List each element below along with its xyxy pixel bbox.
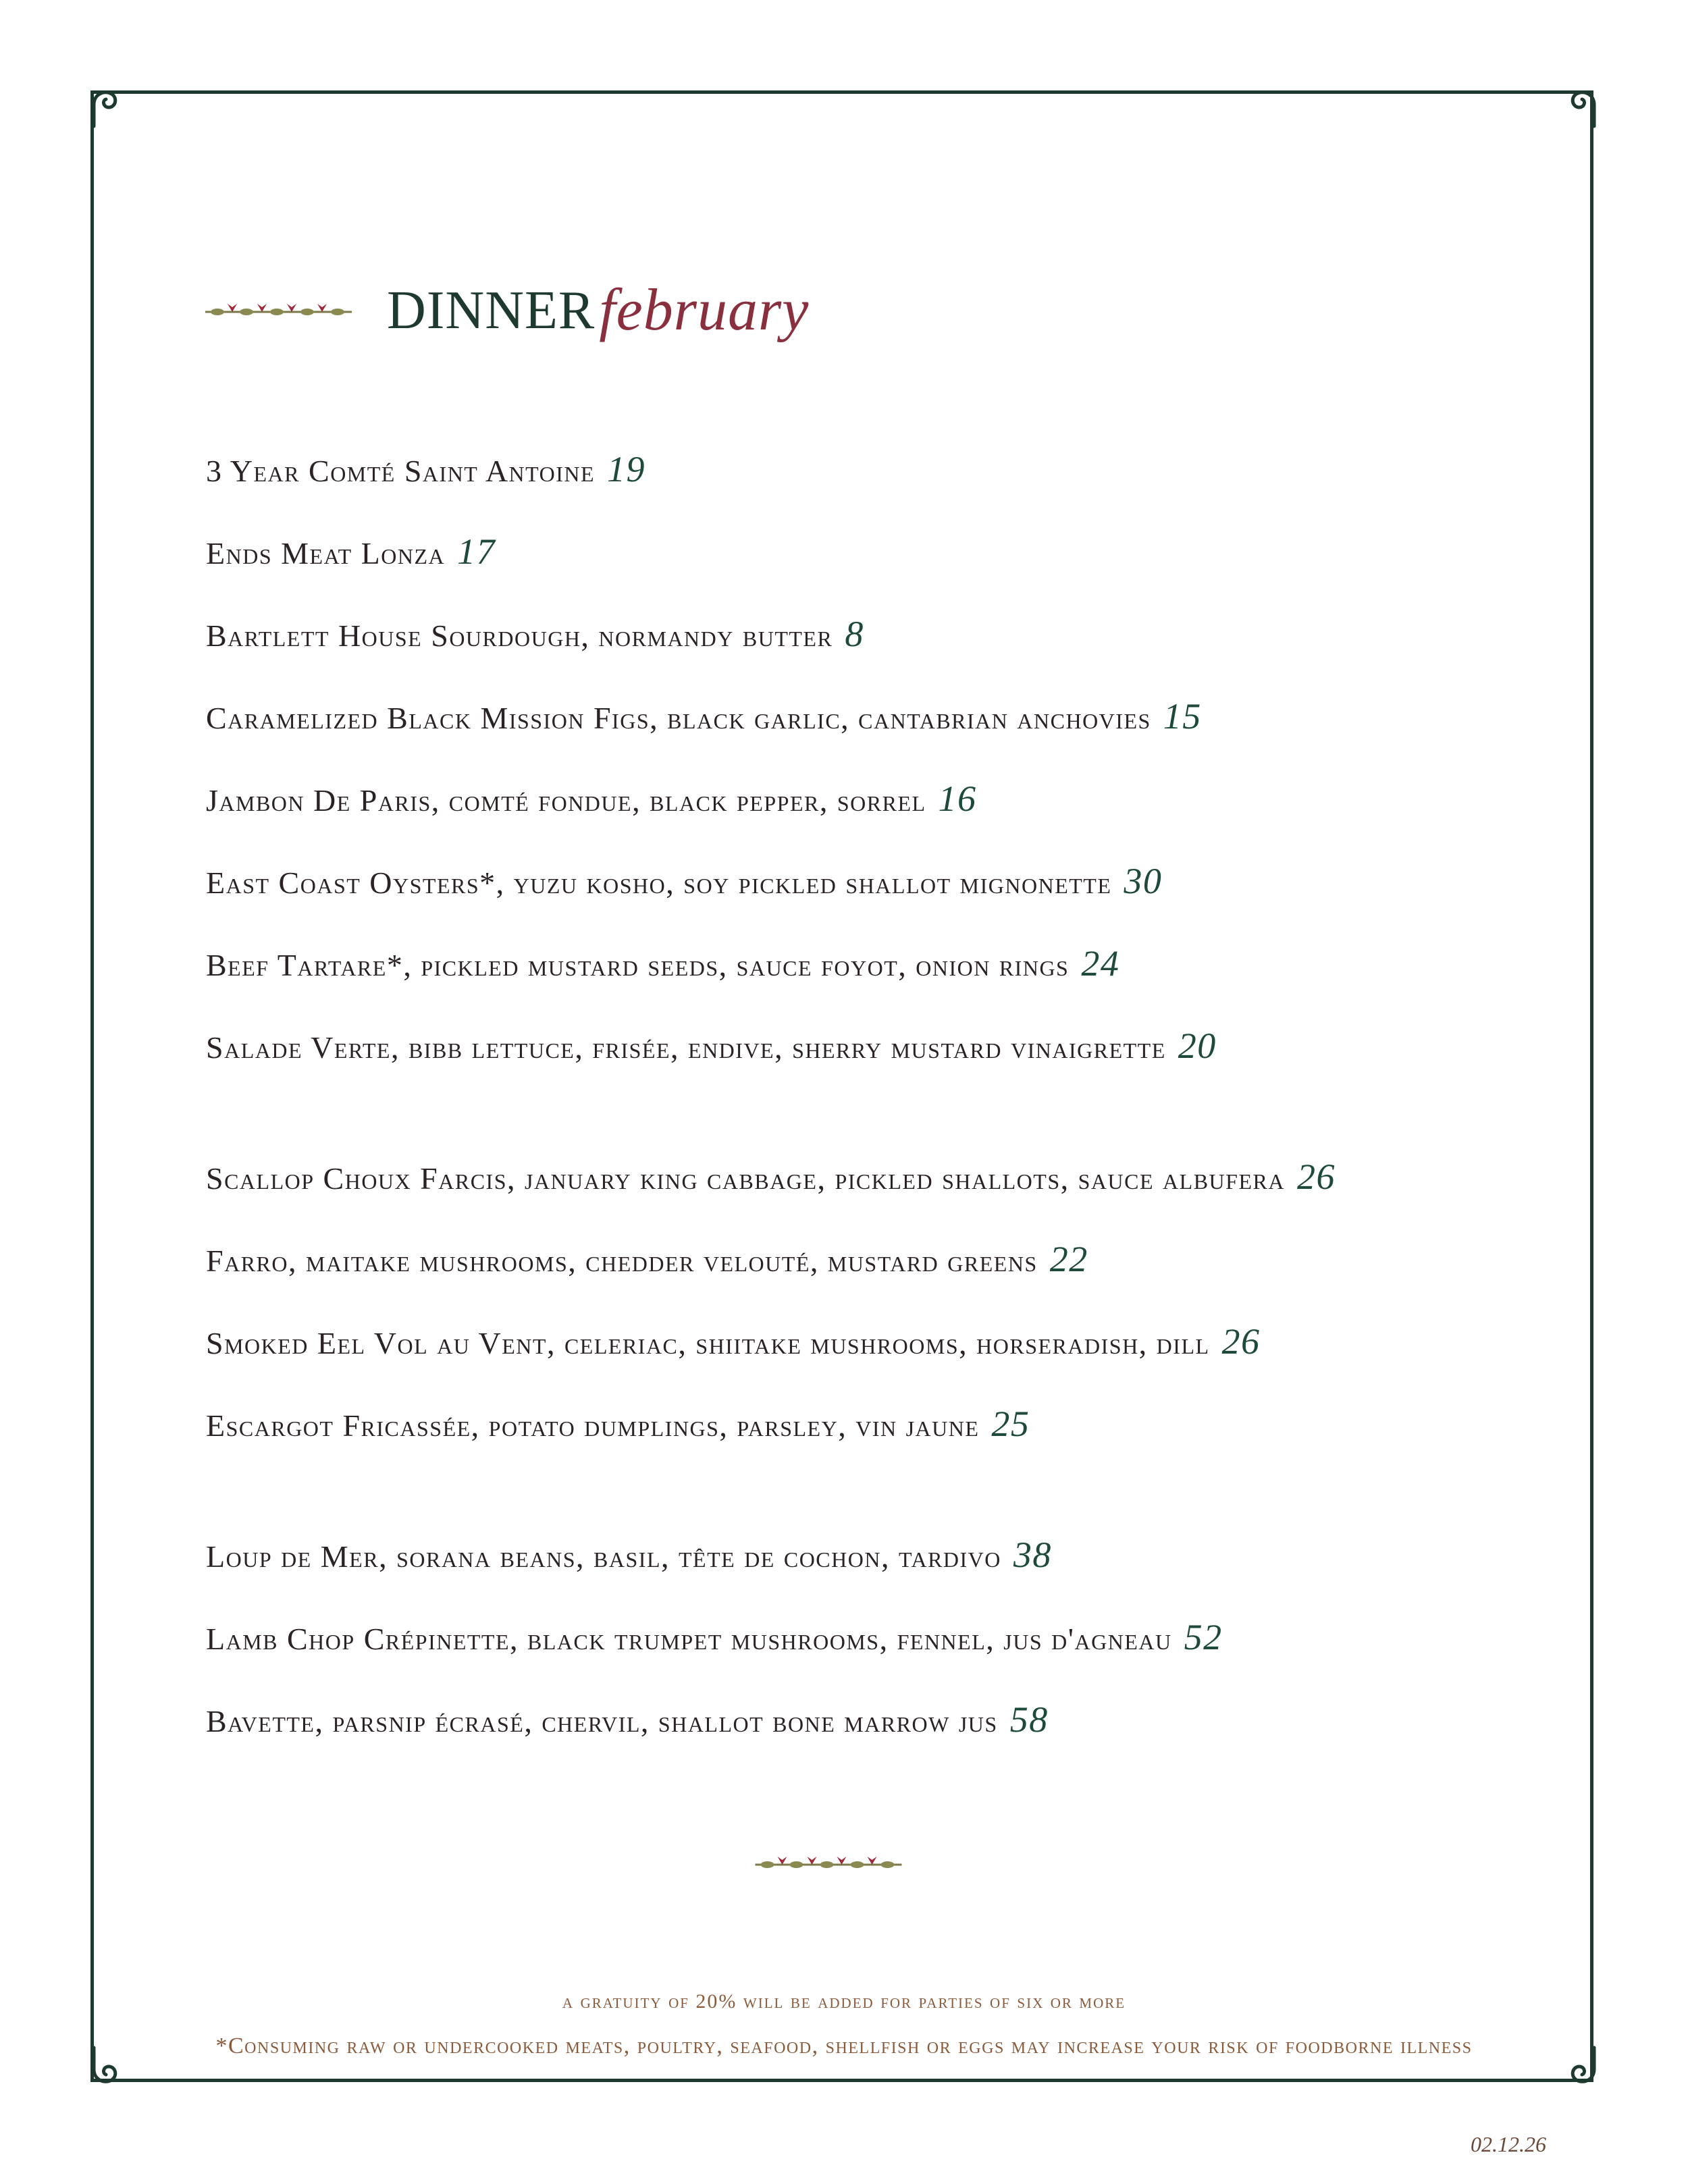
floral-divider-icon [751, 1850, 906, 1877]
menu-item-name: Escargot Fricassée, potato dumplings, parsley, vin jaune [206, 1408, 980, 1443]
menu-item [206, 1406, 1030, 1442]
menu-item [206, 1619, 1223, 1655]
menu-item-price: 15 [1163, 696, 1202, 737]
menu-item-name: Jambon De Paris, comté fondue, black pepper, sorrel [206, 783, 926, 818]
menu-item [206, 451, 645, 487]
menu-item [206, 1701, 1049, 1738]
menu-item-name: Salade Verte, bibb lettuce, frisée, endive, sherry mustard vinaigrette [206, 1030, 1166, 1065]
menu-item [206, 945, 1119, 982]
menu-item-name: 3 Year Comté Saint Antoine [206, 454, 596, 488]
menu-item [206, 1537, 1052, 1573]
menu-item-name: Beef Tartare*, pickled mustard seeds, sauce foyot, onion rings [206, 948, 1070, 982]
menu-item-price: 38 [1013, 1535, 1052, 1575]
menu-item-name: Caramelized Black Mission Figs, black garlic, cantabrian anchovies [206, 701, 1151, 735]
menu-item-name: Lamb Chop Crépinette, black trumpet mushrooms, fennel, jus d'agneau [206, 1622, 1172, 1656]
menu-item-name: Scallop Choux Farcis, january king cabbage, pickled shallots, sauce albufera [206, 1161, 1285, 1196]
menu-item [206, 780, 977, 817]
corner-scroll-icon [84, 84, 132, 132]
menu-item-name: Farro, maitake mushrooms, chedder velouté, mustard greens [206, 1244, 1038, 1278]
menu-item-price: 24 [1081, 943, 1120, 984]
menu-item-price: 25 [991, 1404, 1030, 1444]
menu-item [206, 1323, 1261, 1360]
menu-item-name: Bartlett House Sourdough, normandy butter [206, 618, 833, 653]
menu-item-price: 20 [1178, 1026, 1217, 1066]
menu-date: 02.12.26 [1471, 2132, 1546, 2156]
menu-item-price: 52 [1184, 1617, 1223, 1657]
menu-item-price: 30 [1124, 861, 1163, 901]
corner-scroll-icon [1556, 84, 1604, 132]
gratuity-note: a gratuity of 20% will be added for parties of six or more [562, 1990, 1126, 2013]
menu-heading [203, 273, 809, 348]
menu-item [206, 1028, 1217, 1064]
menu-item-price: 58 [1009, 1699, 1049, 1740]
menu-item-price: 22 [1049, 1239, 1088, 1279]
menu-item-name: Bavette, parsnip écrasé, chervil, shallot bone marrow jus [206, 1704, 998, 1738]
health-warning: *Consuming raw or undercooked meats, poultry, seafood, shellfish or eggs may increase your risk of foodborne illness [215, 2033, 1473, 2058]
menu-item [206, 863, 1162, 899]
menu-item-price: 17 [457, 531, 496, 572]
menu-item-name: Ends Meat Lonza [206, 536, 446, 570]
floral-ornament-icon [203, 297, 354, 324]
menu-item [206, 1241, 1088, 1277]
menu-item-price: 8 [845, 614, 864, 654]
page-title: DINNER [387, 281, 596, 340]
menu-item [206, 698, 1202, 735]
menu-item-name: Loup de Mer, sorana beans, basil, tête de cochon, tardivo [206, 1539, 1001, 1574]
menu-item-price: 26 [1221, 1321, 1261, 1362]
menu-item-name: East Coast Oysters*, yuzu kosho, soy pickled shallot mignonette [206, 865, 1112, 900]
menu-item [206, 616, 864, 652]
menu-item [206, 533, 496, 570]
menu-border-frame [90, 90, 1593, 2082]
menu-item-price: 19 [607, 449, 646, 489]
menu-item-price: 16 [938, 778, 977, 819]
menu-item-name: Smoked Eel Vol au Vent, celeriac, shiitake mushrooms, horseradish, dill [206, 1326, 1210, 1360]
menu-item-price: 26 [1296, 1156, 1336, 1197]
page-subtitle: february [599, 277, 810, 343]
menu-item [206, 1158, 1336, 1195]
